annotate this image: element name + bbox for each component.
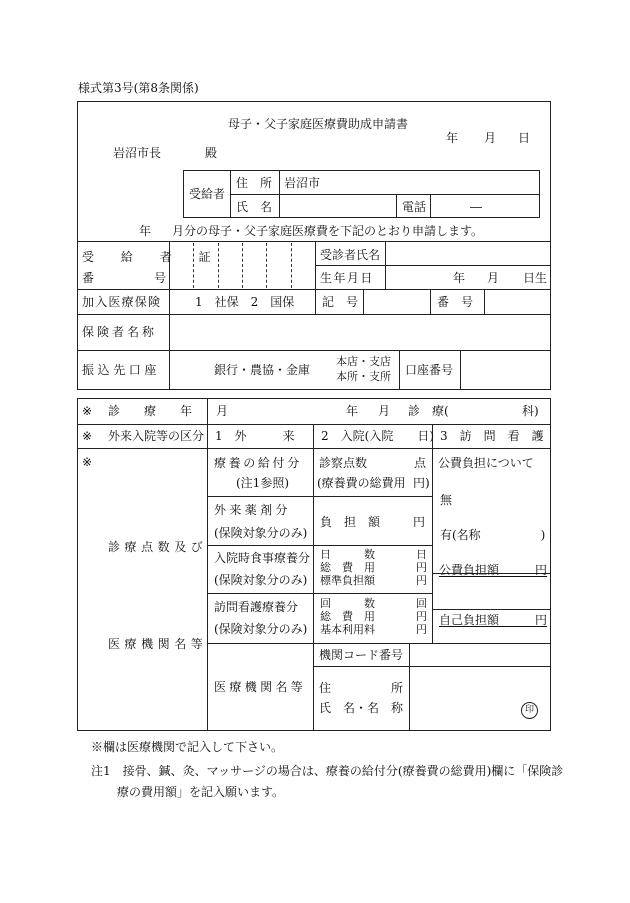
addressee: 岩沼市長 <box>113 146 162 160</box>
mark-2: ※ <box>82 429 93 443</box>
insurance-options[interactable]: 1 社保 2 国保 <box>195 295 295 309</box>
honorific: 殿 <box>205 146 218 160</box>
treatment-year[interactable]: 年 <box>346 404 359 418</box>
form-number: 様式第3号(第8条関係) <box>78 81 199 95</box>
birth-day[interactable]: 日生 <box>523 271 548 285</box>
patient-name-label: 受診者氏名 <box>320 248 381 262</box>
mark-1: ※ <box>82 404 93 418</box>
facility-label: 医療機関名等 <box>214 680 307 694</box>
date-day[interactable]: 日 <box>518 131 531 145</box>
total-cost-label: (療養費の総費用 <box>317 476 406 490</box>
meal-note: (保険対象分のみ) <box>214 573 308 587</box>
drug-label: 外来薬剤分 <box>214 503 291 517</box>
visit-label: 訪問看護療養分 <box>214 600 299 614</box>
meal-total-yen: 円 <box>416 561 427 574</box>
burden-yen: 円 <box>413 515 426 529</box>
birth-label: 生年月日 <box>320 271 374 285</box>
mark-3: ※ <box>82 455 93 469</box>
meal-total-label: 総 費 用 <box>320 561 375 574</box>
benefit-note: (注1参照) <box>236 476 289 490</box>
name-label: 氏 名 <box>236 200 273 214</box>
cert-label-2: 番 号 <box>82 271 167 285</box>
phone-input[interactable]: ― <box>470 200 482 214</box>
facility-input[interactable] <box>411 668 549 729</box>
days-label: 日 数 <box>320 548 375 561</box>
public-none[interactable]: 無 <box>440 493 453 507</box>
insurance-label: 加入医療保険 <box>82 295 162 309</box>
insurer-input[interactable] <box>171 316 549 348</box>
visit-note: (保険対象分のみ) <box>214 622 308 636</box>
std-burden-label: 標準負担額 <box>320 574 375 587</box>
request-text: 月分の母子・父子家庭医療費を下記のとおり申請します。 <box>172 224 484 238</box>
treatment-dept[interactable]: 科) <box>522 404 539 418</box>
birth-year[interactable]: 年 <box>453 271 466 285</box>
public-amount[interactable]: 公費負担額 円 <box>439 563 548 577</box>
meal-label: 入院時食事療養分 <box>214 551 311 565</box>
days-unit: 日 <box>416 548 427 561</box>
phone-label: 電話 <box>402 200 427 214</box>
note-2-line2: 療の費用額」を記入願います。 <box>117 785 285 799</box>
burden-label: 負 担 額 <box>320 515 381 529</box>
address-input[interactable]: 岩沼市 <box>284 176 321 190</box>
code-input[interactable] <box>411 645 549 665</box>
opt-outpatient[interactable]: 1 外 来 <box>215 429 295 443</box>
account-label: 口座番号 <box>405 363 454 377</box>
cert-label-1: 受 給 者 証 <box>82 250 219 264</box>
form-title: 母子・父子家庭医療費助成申請書 <box>228 117 409 131</box>
branch-1[interactable]: 本店・支店 <box>336 355 391 368</box>
basic-fee-label: 基本利用料 <box>320 623 375 636</box>
name-input[interactable] <box>281 196 394 216</box>
count-unit: 回 <box>416 597 427 610</box>
birth-month[interactable]: 月 <box>487 271 500 285</box>
address-label: 住 所 <box>236 176 273 190</box>
code-label: 機関コード番号 <box>319 648 404 662</box>
treatment-text: 診 療( <box>408 404 449 418</box>
number-label: 番 号 <box>437 295 474 309</box>
visit-total-label: 総 費 用 <box>320 610 375 623</box>
drug-note: (保険対象分のみ) <box>214 526 308 540</box>
fac-name-label: 氏 名・名 称 <box>319 701 404 715</box>
fac-address-label: 住 所 <box>319 681 404 695</box>
public-title: 公費負担について <box>438 456 534 470</box>
date-month[interactable]: 月 <box>484 131 497 145</box>
patient-name-input[interactable] <box>387 243 549 264</box>
facility-label-left: 医療機関名等 <box>108 637 208 651</box>
branch-2[interactable]: 本所・支所 <box>336 370 391 383</box>
benefit-label: 療養の給付分 <box>214 456 302 470</box>
note-2-line1: 注1 接骨、鍼、灸、マッサージの場合は、療養の給付分(療養費の総費用)欄に「保険診 <box>91 764 564 778</box>
bank-label: 振込先口座 <box>82 363 161 377</box>
symbol-label: 記 号 <box>322 295 359 309</box>
total-cost-yen: 円) <box>413 476 430 490</box>
visit-total-yen: 円 <box>416 610 427 623</box>
opt-inpatient[interactable]: 2 入院(入院 日) <box>321 429 434 443</box>
points-label: 診療点数及び <box>108 540 208 554</box>
treatment-month-label: 診 療 年 月 <box>108 404 235 418</box>
points-title: 診察点数 <box>319 456 368 470</box>
note-1: ※欄は医療機関で記入して下さい。 <box>91 740 284 754</box>
applicant-label: 受給者 <box>189 187 226 201</box>
std-burden-yen: 円 <box>416 574 427 587</box>
basic-fee-yen: 円 <box>416 623 427 636</box>
count-label: 回 数 <box>320 597 375 610</box>
insurer-label: 保険者名称 <box>82 325 158 339</box>
bank-types[interactable]: 銀行・農協・金庫 <box>214 363 311 377</box>
opt-homecare[interactable]: 3 訪 問 看 護 <box>440 429 544 443</box>
public-yes[interactable]: 有(名称 ) <box>440 528 546 542</box>
treatment-month[interactable]: 月 <box>378 404 391 418</box>
request-year: 年 <box>139 224 152 238</box>
points-unit: 点 <box>414 456 427 470</box>
visit-type-label: 外来入院等の区分 <box>108 429 205 443</box>
self-amount[interactable]: 自己負担額 円 <box>439 613 548 627</box>
seal-mark: 印 <box>521 702 538 719</box>
date-year[interactable]: 年 <box>446 131 459 145</box>
